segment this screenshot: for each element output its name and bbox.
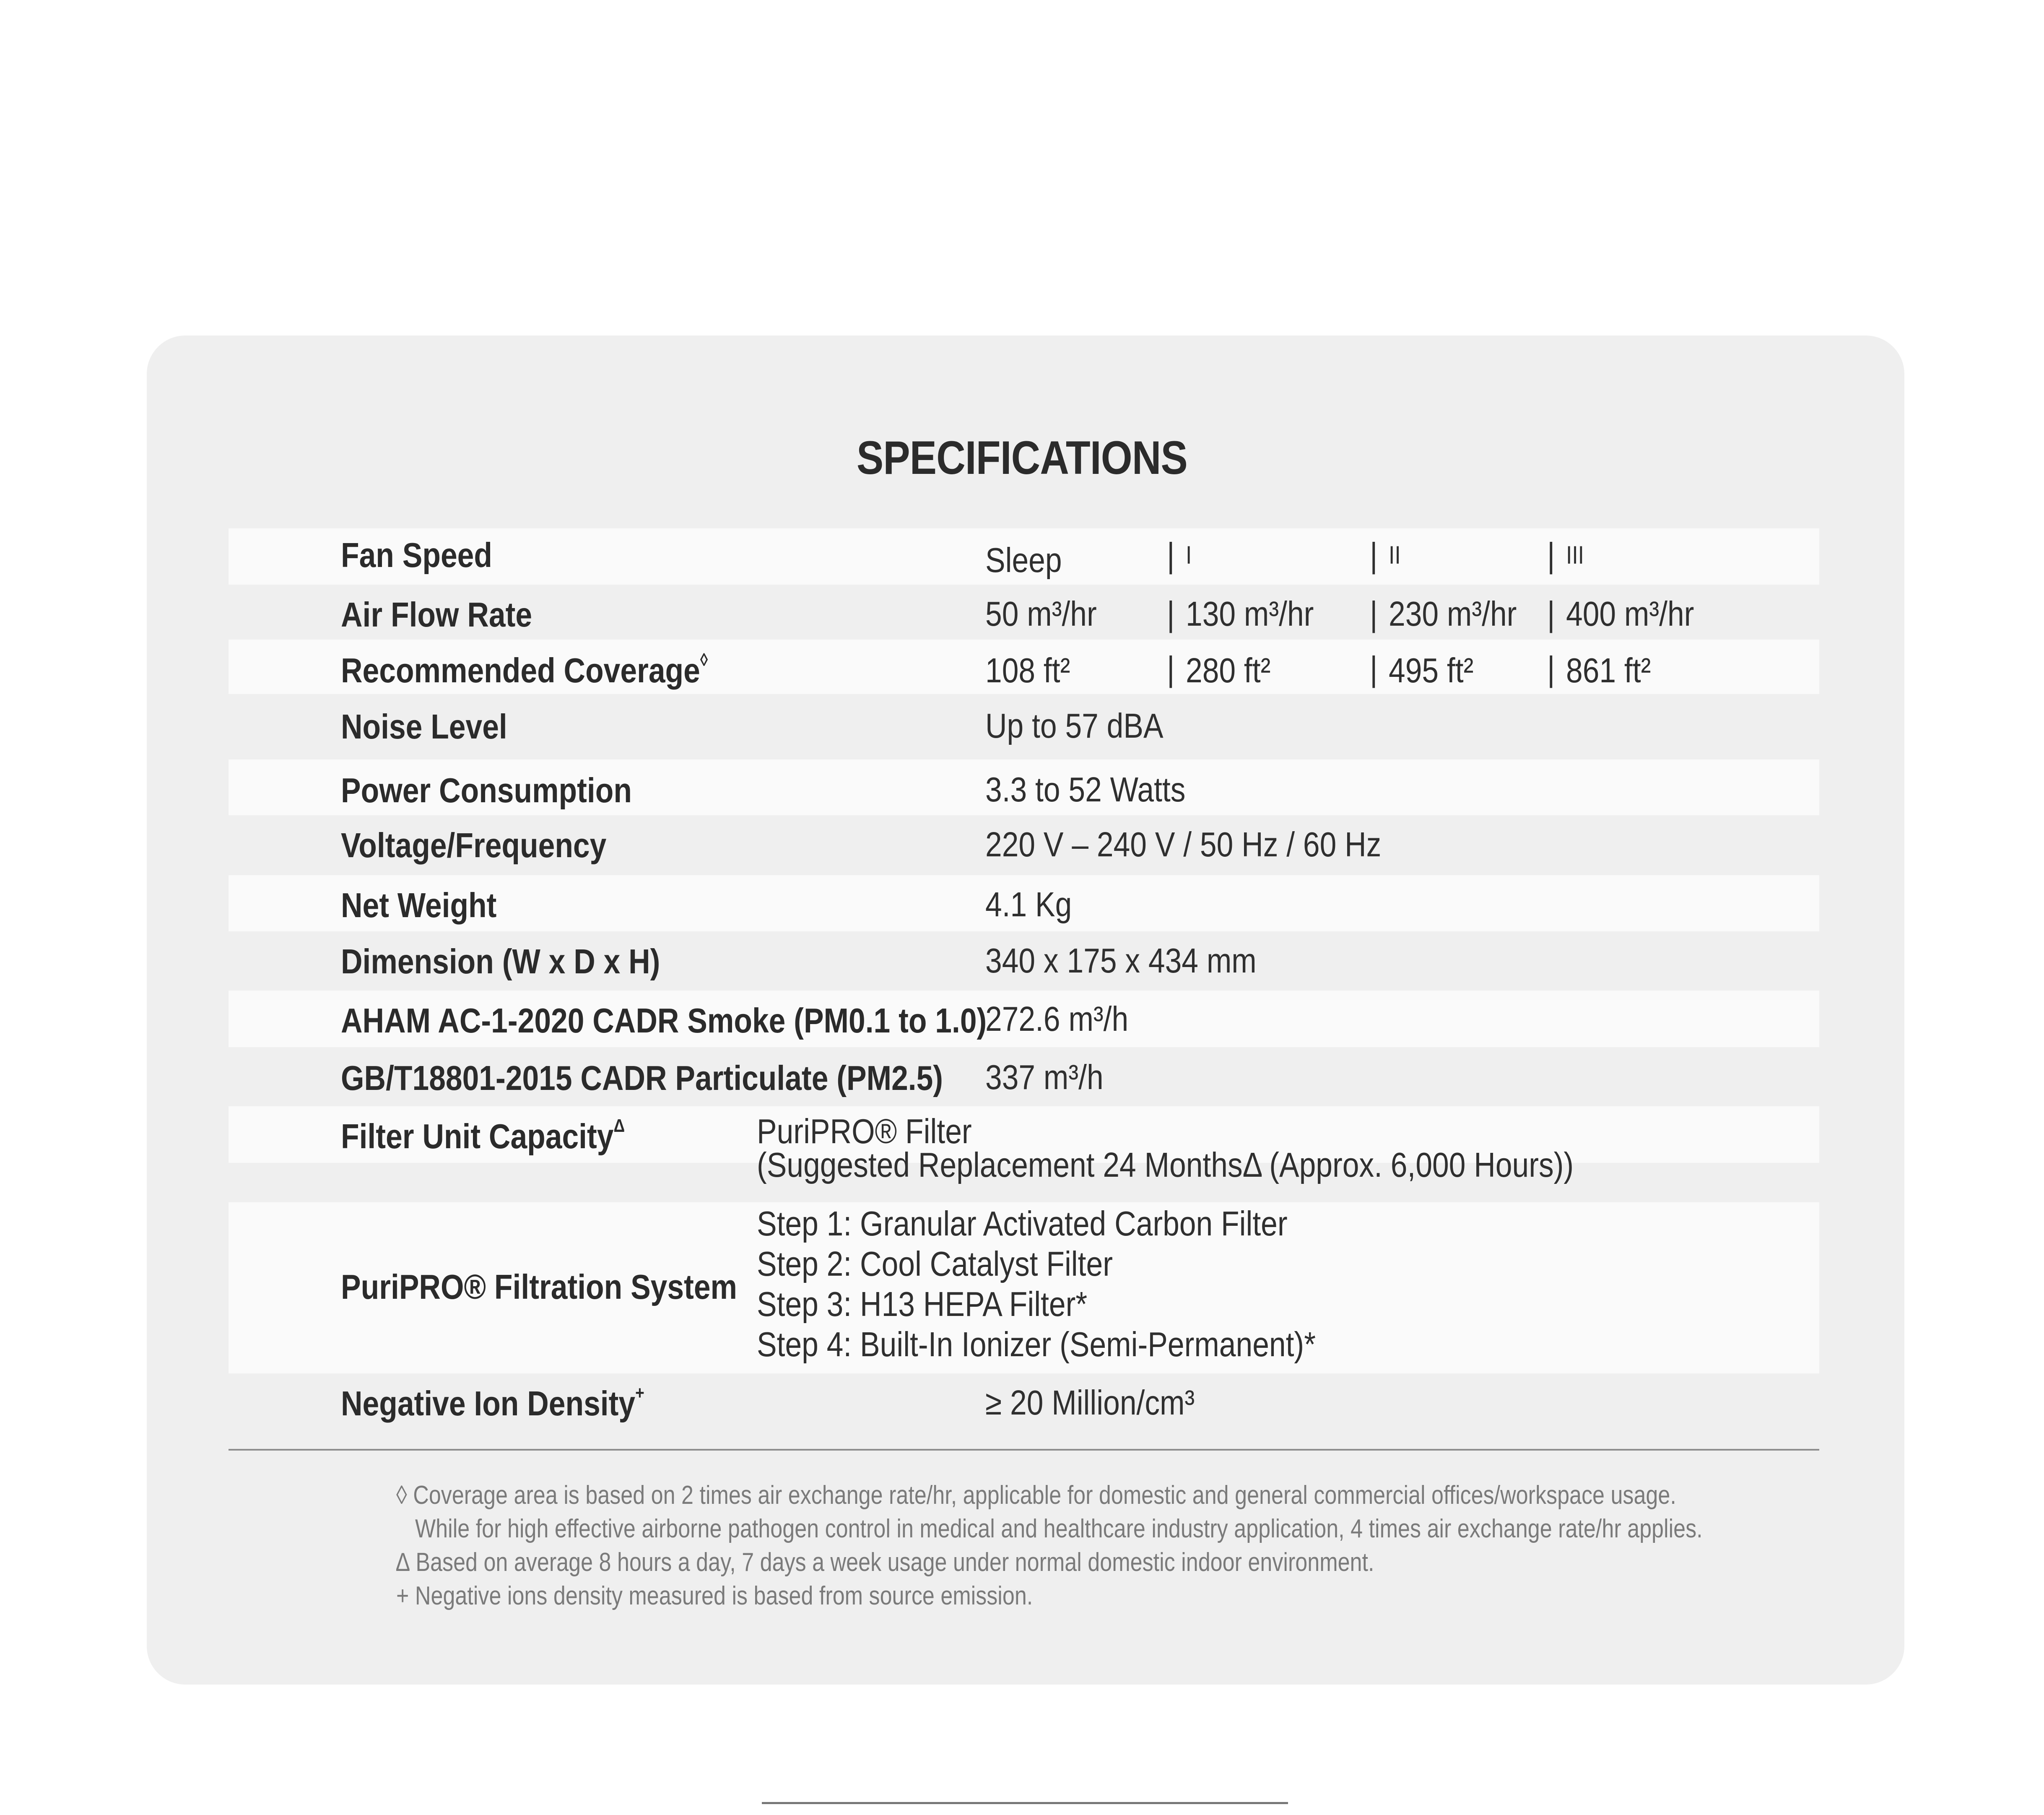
divider-bar: | — [1167, 536, 1175, 575]
divider-bar: | — [1167, 649, 1175, 688]
spec-value: 3.3 to 52 Watts — [985, 770, 1186, 809]
spec-value: 272.6 m³/h — [985, 999, 1129, 1038]
filter-capacity-value — [757, 1111, 1574, 1185]
divider-bar: | — [1370, 649, 1378, 688]
coverage-mark: ◊ — [700, 650, 708, 670]
air-flow-1: 130 m³/hr — [1186, 594, 1314, 633]
spec-row-cadr-particulate — [229, 1047, 1819, 1106]
spec-row-coverage — [229, 640, 1819, 694]
coverage-sleep: 108 ft² — [985, 651, 1070, 690]
spec-label: Air Flow Rate — [341, 595, 532, 634]
spec-label: Recommended Coverage◊ — [341, 650, 708, 690]
filtration-step: Step 3: H13 HEPA Filter* — [757, 1285, 1088, 1324]
coverage-1: 280 ft² — [1186, 651, 1271, 690]
divider-bar: | — [1370, 536, 1378, 575]
filtration-steps — [757, 1204, 1316, 1365]
bottom-rule — [762, 1802, 1288, 1804]
divider-bar: | — [1547, 536, 1555, 575]
fan-speed-1: I — [1186, 541, 1192, 569]
spec-label: Voltage/Frequency — [341, 826, 607, 865]
fan-speed-3: III — [1566, 541, 1584, 569]
spec-row-voltage — [229, 815, 1819, 875]
filtration-step: Step 2: Cool Catalyst Filter — [757, 1244, 1113, 1283]
divider-bar: | — [1167, 594, 1175, 633]
page-title: SPECIFICATIONS — [857, 432, 1187, 484]
divider-bar: | — [1370, 594, 1378, 633]
filter-mark: Δ — [613, 1116, 625, 1136]
filter-replacement: (Suggested Replacement 24 MonthsΔ (Approx. 6,000 Hours)) — [757, 1145, 1574, 1184]
spec-label: AHAM AC-1-2020 CADR Smoke (PM0.1 to 1.0) — [341, 1001, 987, 1040]
air-flow-3: 400 m³/hr — [1566, 594, 1694, 633]
fan-speed-2: II — [1389, 541, 1401, 569]
footnote-filter: ∆ Based on average 8 hours a day, 7 days a week usage under normal domestic indoor environment. — [396, 1548, 1374, 1577]
spec-label: Net Weight — [341, 886, 497, 925]
footnote-coverage-cont: While for high effective airborne pathogen control in medical and healthcare industry application, 4 times air exchange rate/hr applies. — [415, 1514, 1703, 1543]
footnote-ion: + Negative ions density measured is based from source emission. — [396, 1581, 1033, 1610]
fan-speed-sleep: Sleep — [985, 541, 1062, 580]
spec-row-noise — [229, 694, 1819, 759]
filtration-step: Step 1: Granular Activated Carbon Filter — [757, 1204, 1288, 1243]
spec-row-air-flow — [229, 585, 1819, 640]
spec-label: Power Consumption — [341, 771, 632, 810]
spec-row-fan-speed — [229, 528, 1819, 585]
spec-label: Negative Ion Density+ — [341, 1383, 644, 1423]
coverage-2: 495 ft² — [1389, 651, 1474, 690]
coverage-3: 861 ft² — [1566, 651, 1651, 690]
spec-label: Fan Speed — [341, 536, 492, 575]
table-divider — [229, 1449, 1819, 1451]
spec-value: 220 V – 240 V / 50 Hz / 60 Hz — [985, 825, 1382, 864]
divider-bar: | — [1547, 649, 1555, 688]
divider-bar: | — [1547, 594, 1555, 633]
spec-row-cadr-smoke — [229, 991, 1819, 1047]
spec-row-dimension — [229, 931, 1819, 991]
spec-value: 340 x 175 x 434 mm — [985, 941, 1257, 980]
spec-label: Noise Level — [341, 707, 507, 746]
spec-value: 4.1 Kg — [985, 885, 1072, 924]
spec-row-power — [229, 759, 1819, 815]
spec-label: Filter Unit Capacity$^\Delta$ — [341, 1116, 625, 1156]
spec-label: GB/T18801-2015 CADR Particulate (PM2.5) — [341, 1058, 943, 1097]
air-flow-sleep: 50 m³/hr — [985, 594, 1097, 633]
spec-row-ion-density — [229, 1373, 1819, 1428]
spec-label: PuriPRO® Filtration System — [341, 1267, 738, 1306]
spec-row-weight — [229, 875, 1819, 931]
filter-name: PuriPRO® Filter — [757, 1112, 972, 1151]
air-flow-2: 230 m³/hr — [1389, 594, 1517, 633]
spec-value: Up to 57 dBA — [985, 706, 1164, 745]
spec-value: 337 m³/h — [985, 1058, 1104, 1097]
footnote-coverage: ◊ Coverage area is based on 2 times air exchange rate/hr, applicable for domestic and general commercial offices/workspace usage. — [396, 1481, 1676, 1510]
filtration-step: Step 4: Built-In Ionizer (Semi-Permanent)* — [757, 1325, 1316, 1364]
spec-label: Dimension (W x D x H) — [341, 942, 660, 981]
spec-value: ≥ 20 Million/cm³ — [985, 1383, 1195, 1422]
ion-mark: + — [635, 1383, 644, 1403]
